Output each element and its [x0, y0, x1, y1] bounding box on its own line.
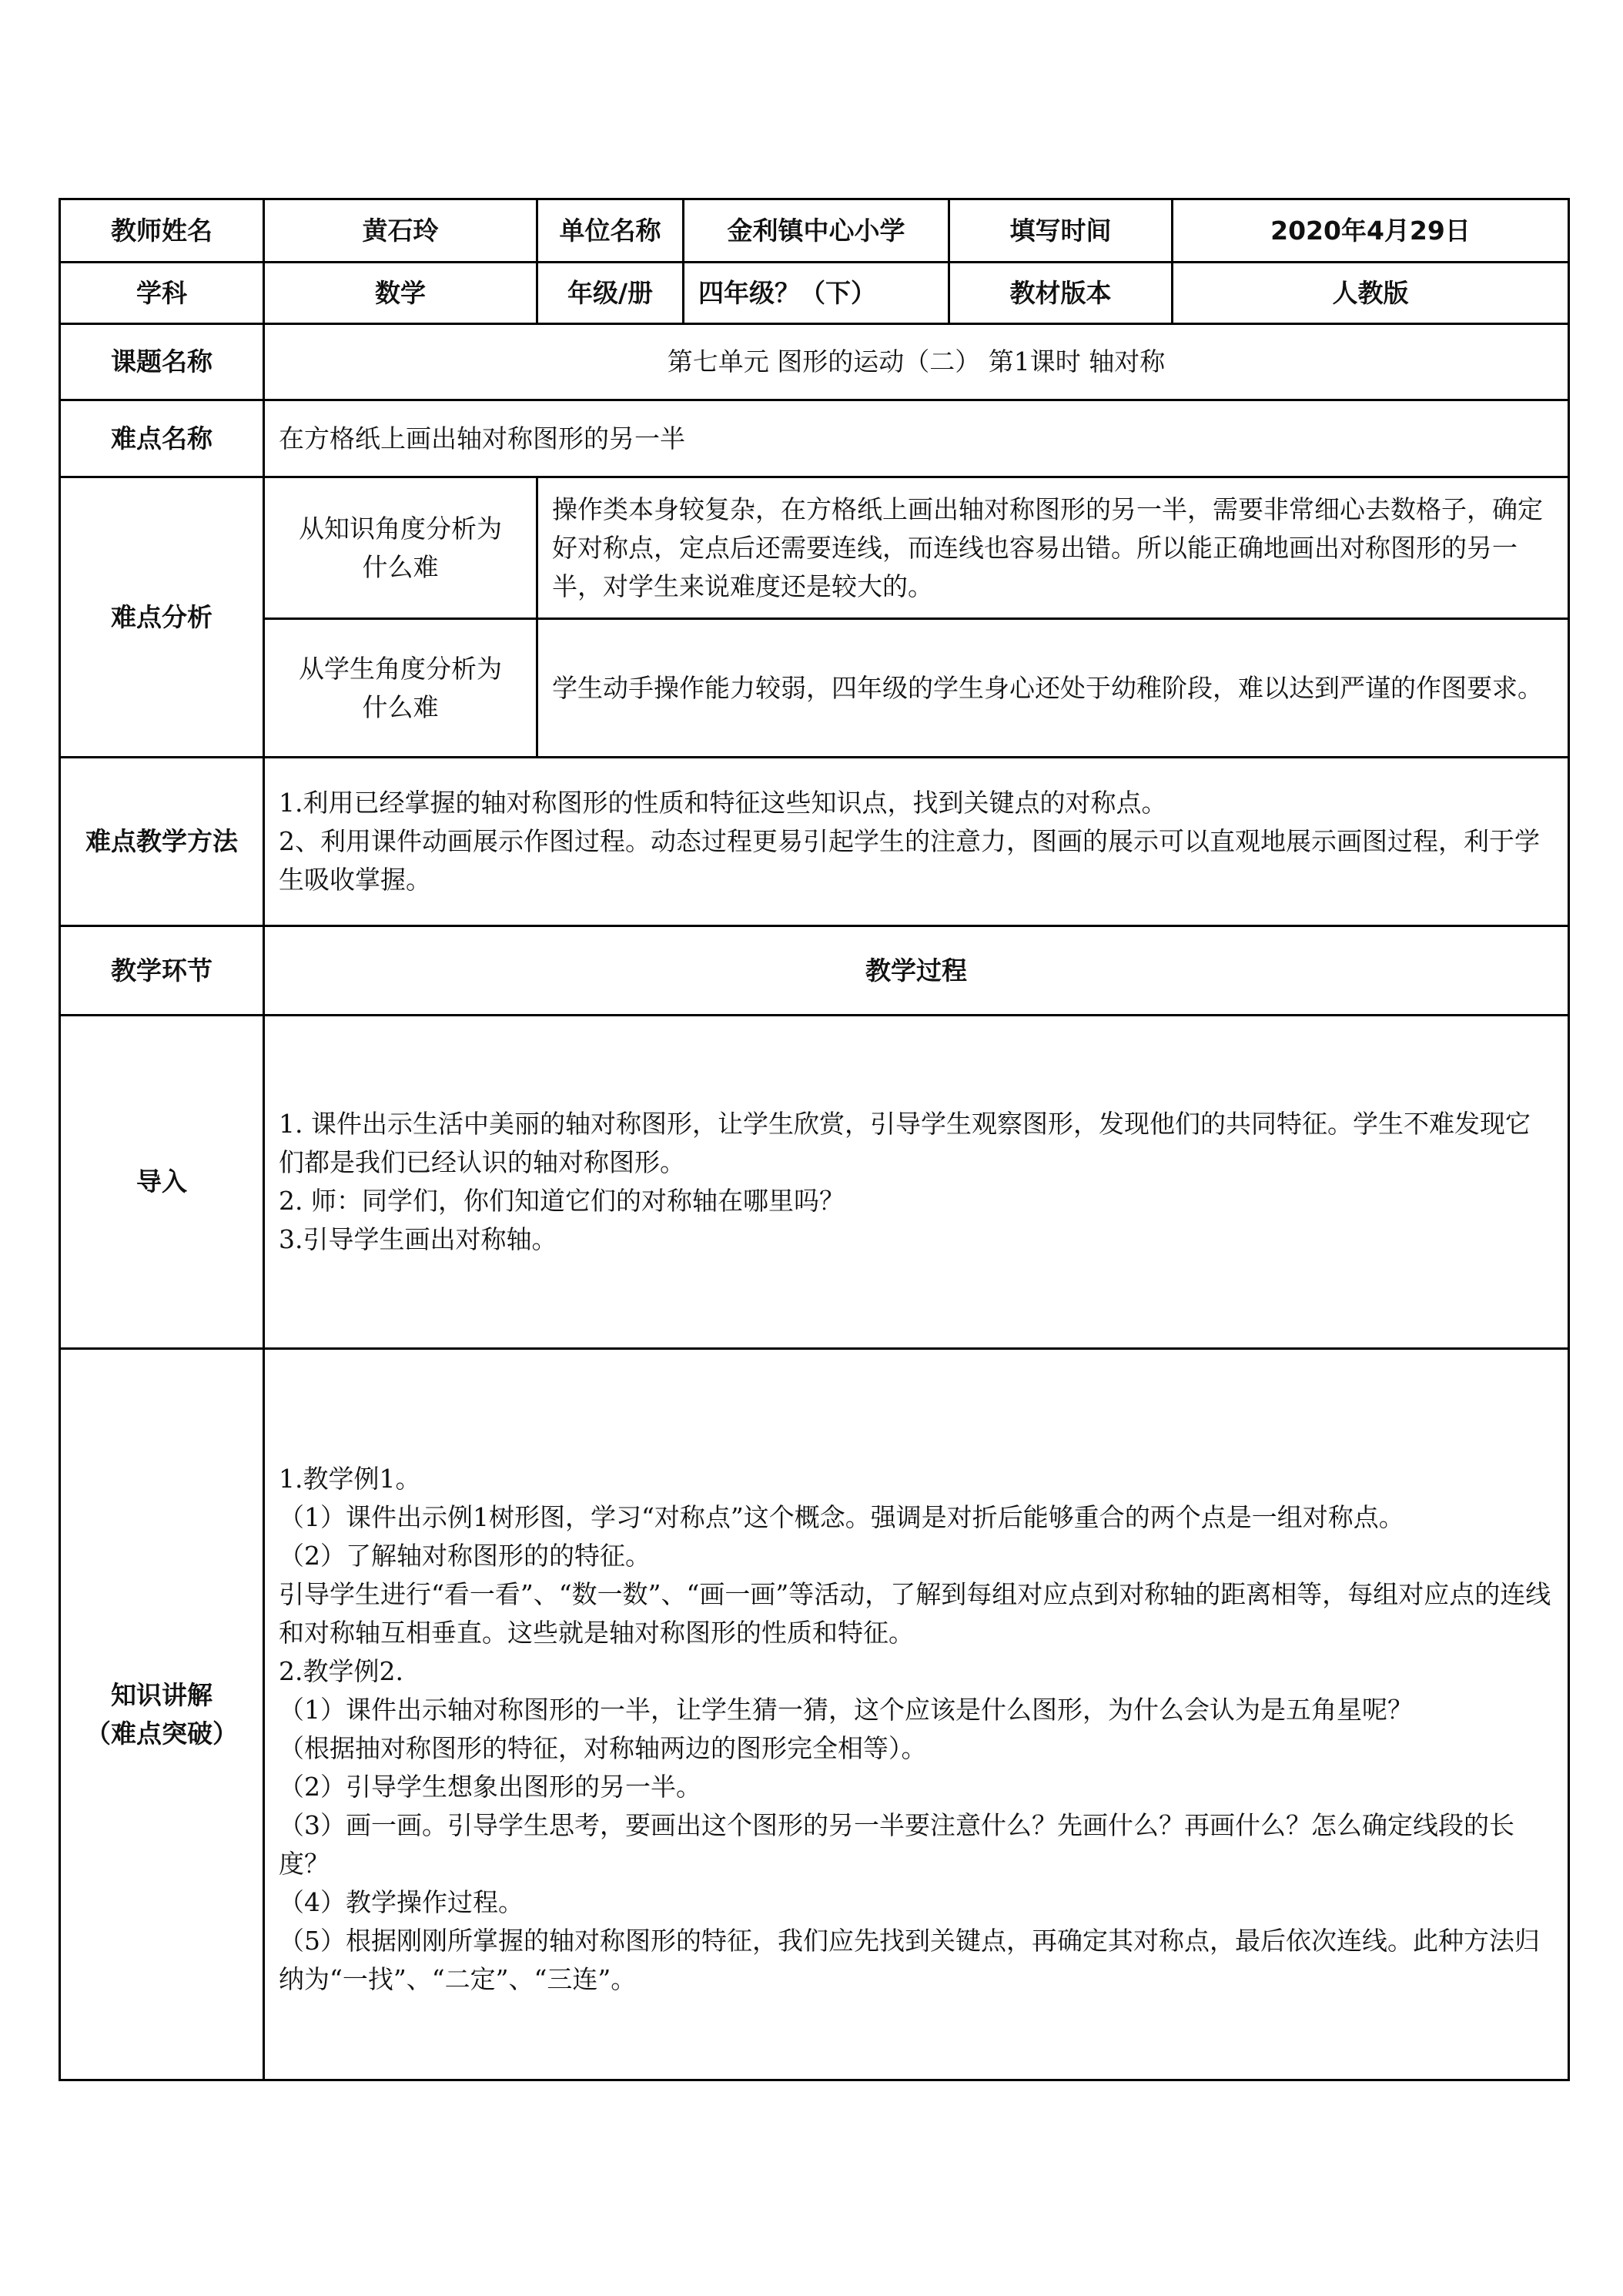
lesson-plan-table — [59, 198, 1570, 2081]
row-analysis-student — [60, 619, 1569, 758]
row-topic — [60, 324, 1569, 400]
knowledge-content — [264, 1349, 1569, 2080]
knowledge-line: （根据抽对称图形的特征，对称轴两边的图形完全相等）。 — [279, 1732, 927, 1763]
intro-label: 导入 — [60, 1016, 264, 1349]
knowledge-line: （5）根据刚刚所掌握的轴对称图形的特征，我们应先找到关键点，再确定其对称点，最后依次连线。此种方法归纳为“一找”、“二定”、“三连”。 — [279, 1925, 1540, 1994]
knowledge-line: 2.教学例2. — [279, 1655, 403, 1686]
method-content — [264, 758, 1569, 926]
date-value: 2020年4月29日 — [1173, 199, 1569, 263]
knowledge-angle-text: 操作类本身较复杂，在方格纸上画出轴对称图形的另一半，需要非常细心去数格子，确定好对称点，定点后还需要连线，而连线也容易出错。所以能正确地画出对称图形的另一半，对学生来说难度还是较大的。 — [537, 477, 1569, 619]
process-header: 教学过程 — [264, 926, 1569, 1016]
knowledge-label — [60, 1349, 264, 2080]
method-label: 难点教学方法 — [60, 758, 264, 926]
knowledge-line: 引导学生进行“看一看”、“数一数”、“画一画”等活动，了解到每组对应点到对称轴的距离相等，每组对应点的连线和对称轴互相垂直。这些就是轴对称图形的性质和特征。 — [279, 1578, 1551, 1648]
knowledge-angle-label — [264, 477, 537, 619]
knowledge-line: （3）画一画。引导学生思考，要画出这个图形的另一半要注意什么？先画什么？再画什么？怎么确定线段的长度？ — [279, 1809, 1514, 1879]
row-method — [60, 758, 1569, 926]
stage-header: 教学环节 — [60, 926, 264, 1016]
teacher-name-label: 教师姓名 — [60, 199, 264, 263]
row-difficulty — [60, 400, 1569, 477]
row-analysis-knowledge — [60, 477, 1569, 619]
knowledge-line: （4）教学操作过程。 — [279, 1886, 524, 1917]
analysis-label: 难点分析 — [60, 477, 264, 758]
intro-content — [264, 1016, 1569, 1349]
method-line-1: 1.利用已经掌握的轴对称图形的性质和特征这些知识点，找到关键点的对称点。 — [279, 788, 1167, 818]
unit-name-value: 金利镇中心小学 — [684, 199, 949, 263]
knowledge-angle-label-line2: 什么难 — [362, 551, 439, 582]
subject-value: 数学 — [264, 263, 537, 324]
row-subject-info — [60, 263, 1569, 324]
intro-line-1: 1. 课件出示生活中美丽的轴对称图形，让学生欣赏，引导学生观察图形，发现他们的共同特征。学生不难发现它们都是我们已经认识的轴对称图形。 — [279, 1109, 1531, 1177]
student-angle-label-line1: 从学生角度分析为 — [299, 653, 502, 684]
topic-label: 课题名称 — [60, 324, 264, 400]
knowledge-angle-label-line1: 从知识角度分析为 — [299, 513, 502, 544]
difficulty-value: 在方格纸上画出轴对称图形的另一半 — [264, 400, 1569, 477]
method-line-2: 2、利用课件动画展示作图过程。动态过程更易引起学生的注意力，图画的展示可以直观地展示画图过程，利于学生吸收掌握。 — [279, 826, 1540, 895]
teacher-name-value: 黄石玲 — [264, 199, 537, 263]
topic-value: 第七单元 图形的运动（二） 第1课时 轴对称 — [264, 324, 1569, 400]
grade-value: 四年级？（下） — [684, 263, 949, 324]
knowledge-label-line1: 知识讲解 — [111, 1679, 212, 1710]
subject-label: 学科 — [60, 263, 264, 324]
student-angle-text: 学生动手操作能力较弱，四年级的学生身心还处于幼稚阶段，难以达到严谨的作图要求。 — [537, 619, 1569, 758]
textbook-label: 教材版本 — [949, 263, 1173, 324]
knowledge-line: 1.教学例1。 — [279, 1463, 421, 1494]
grade-label: 年级/册 — [537, 263, 684, 324]
student-angle-label-line2: 什么难 — [362, 691, 439, 722]
knowledge-line: （1）课件出示轴对称图形的一半，让学生猜一猜，这个应该是什么图形，为什么会认为是五角星呢？ — [279, 1694, 1413, 1725]
intro-line-2: 2. 师：同学们，你们知道它们的对称轴在哪里吗？ — [279, 1186, 845, 1216]
difficulty-label: 难点名称 — [60, 400, 264, 477]
row-process-header — [60, 926, 1569, 1016]
row-knowledge — [60, 1349, 1569, 2080]
knowledge-line: （1）课件出示例1树形图，学习“对称点”这个概念。强调是对折后能够重合的两个点是一组对称点。 — [279, 1501, 1404, 1532]
knowledge-label-line2: （难点突破） — [85, 1718, 238, 1749]
knowledge-line: （2）引导学生想象出图形的另一半。 — [279, 1771, 701, 1802]
student-angle-label — [264, 619, 537, 758]
date-label: 填写时间 — [949, 199, 1173, 263]
intro-line-3: 3.引导学生画出对称轴。 — [279, 1224, 557, 1254]
textbook-value: 人教版 — [1173, 263, 1569, 324]
unit-name-label: 单位名称 — [537, 199, 684, 263]
knowledge-line: （2）了解轴对称图形的的特征。 — [279, 1540, 651, 1571]
row-intro — [60, 1016, 1569, 1349]
row-teacher-info — [60, 199, 1569, 263]
